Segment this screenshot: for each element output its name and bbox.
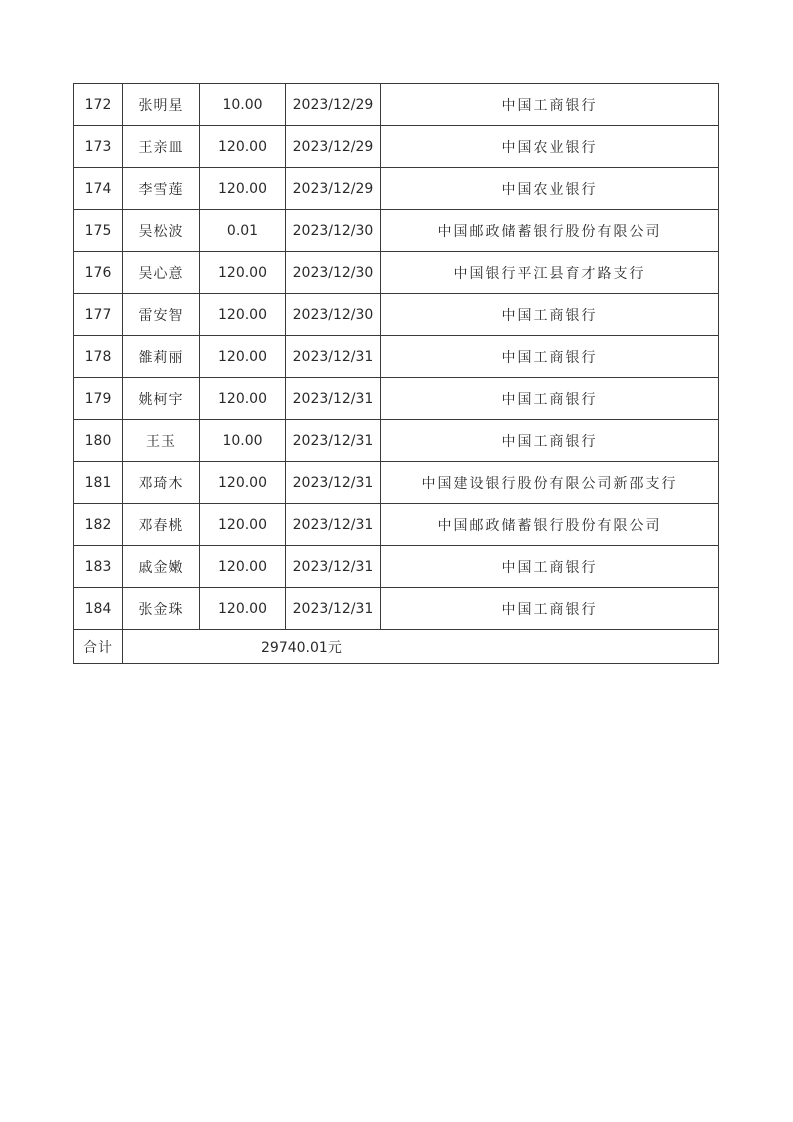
table-row [74,84,719,126]
donor-name: 雷安智 [123,294,200,336]
donation-amount: 120.00 [200,462,286,504]
bank-name: 中国工商银行 [381,378,719,420]
donor-name: 戚金嫩 [123,546,200,588]
donor-name: 张明星 [123,84,200,126]
table-row [74,546,719,588]
bank-name: 中国工商银行 [381,420,719,462]
donation-amount: 120.00 [200,378,286,420]
table-row [74,210,719,252]
donation-date: 2023/12/29 [286,168,381,210]
row-number: 182 [74,504,123,546]
donation-date: 2023/12/30 [286,294,381,336]
row-number: 178 [74,336,123,378]
donation-table [73,83,719,664]
total-label: 合计 [74,630,123,664]
bank-name: 中国工商银行 [381,588,719,630]
total-row [74,630,719,664]
bank-name: 中国工商银行 [381,336,719,378]
donor-name: 王玉 [123,420,200,462]
table-row [74,504,719,546]
row-number: 173 [74,126,123,168]
total-unit: 元 [327,639,342,656]
donation-amount: 120.00 [200,546,286,588]
row-number: 180 [74,420,123,462]
donation-date: 2023/12/31 [286,462,381,504]
donation-date: 2023/12/31 [286,336,381,378]
table-row [74,252,719,294]
donor-name: 邓琦木 [123,462,200,504]
table-row [74,462,719,504]
donor-name: 雒莉丽 [123,336,200,378]
donation-amount: 120.00 [200,168,286,210]
total-value: 29740.01 [261,639,328,656]
donation-amount: 120.00 [200,588,286,630]
bank-name: 中国建设银行股份有限公司新邵支行 [381,462,719,504]
table-row [74,168,719,210]
table-row [74,126,719,168]
table-row [74,588,719,630]
row-number: 183 [74,546,123,588]
donation-table-body [74,84,719,664]
donor-name: 王亲皿 [123,126,200,168]
donor-name: 李雪莲 [123,168,200,210]
donation-amount: 120.00 [200,336,286,378]
row-number: 179 [74,378,123,420]
donation-amount: 120.00 [200,294,286,336]
row-number: 177 [74,294,123,336]
total-amount-cell [123,630,719,664]
donation-date: 2023/12/30 [286,252,381,294]
donation-date: 2023/12/31 [286,504,381,546]
bank-name: 中国工商银行 [381,84,719,126]
table-row [74,294,719,336]
bank-name: 中国工商银行 [381,546,719,588]
bank-name: 中国工商银行 [381,294,719,336]
donor-name: 姚柯宇 [123,378,200,420]
donation-amount: 0.01 [200,210,286,252]
table-row [74,420,719,462]
row-number: 174 [74,168,123,210]
bank-name: 中国农业银行 [381,126,719,168]
donation-date: 2023/12/29 [286,84,381,126]
row-number: 175 [74,210,123,252]
row-number: 176 [74,252,123,294]
bank-name: 中国农业银行 [381,168,719,210]
row-number: 172 [74,84,123,126]
table-row [74,336,719,378]
donation-date: 2023/12/30 [286,210,381,252]
donation-amount: 120.00 [200,504,286,546]
donor-name: 邓春桃 [123,504,200,546]
bank-name: 中国邮政储蓄银行股份有限公司 [381,210,719,252]
donation-amount: 10.00 [200,84,286,126]
donation-date: 2023/12/31 [286,378,381,420]
donation-list-page [73,83,718,664]
bank-name: 中国银行平江县育才路支行 [381,252,719,294]
donor-name: 吴心意 [123,252,200,294]
donation-date: 2023/12/31 [286,546,381,588]
bank-name: 中国邮政储蓄银行股份有限公司 [381,504,719,546]
row-number: 181 [74,462,123,504]
donation-amount: 120.00 [200,126,286,168]
donation-amount: 10.00 [200,420,286,462]
donation-date: 2023/12/31 [286,420,381,462]
donation-date: 2023/12/29 [286,126,381,168]
donation-date: 2023/12/31 [286,588,381,630]
row-number: 184 [74,588,123,630]
table-row [74,378,719,420]
donor-name: 吴松波 [123,210,200,252]
donation-amount: 120.00 [200,252,286,294]
donor-name: 张金珠 [123,588,200,630]
